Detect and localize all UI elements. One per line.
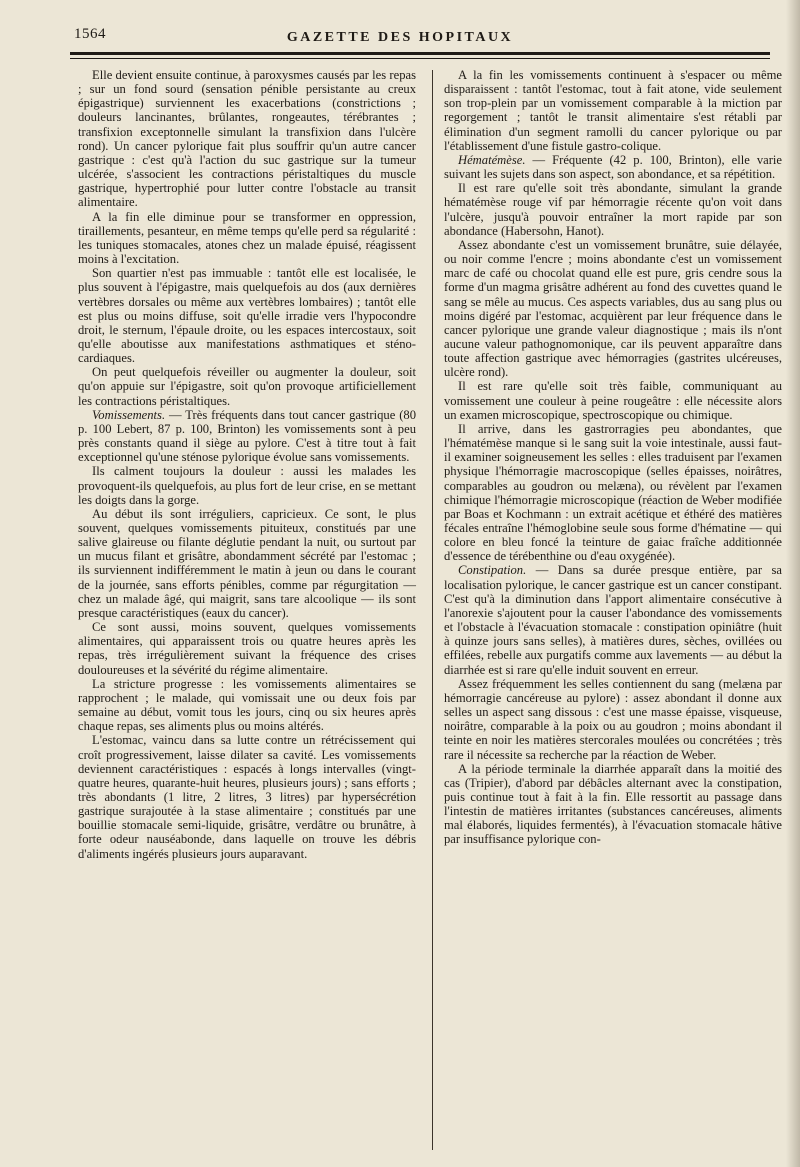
page-number: 1564 bbox=[74, 26, 106, 42]
paragraph: Il est rare qu'elle soit très abondante, simulant la grande hématémèse rouge vif par hémorragie récente qu'on voit dans l'ulcère, jusqu'à pouvoir entraîner la mort rapide par son abondance (Habersohn, Hanot). bbox=[444, 181, 782, 238]
section-lead: Constipation. bbox=[458, 563, 527, 578]
paragraph: Il est rare qu'elle soit très faible, communiquant au vomissement une couleur à peine rougeâtre : elle nécessite alors un examen microscopique, spectroscopique ou chimique. bbox=[444, 379, 782, 422]
header-rule-thin bbox=[70, 58, 770, 59]
paragraph: Vomissements. — Très fréquents dans tout cancer gastrique (80 p. 100 Lebert, 87 p. 100, Brinton) les vomissements sont à peu près constants quand il siège au pylore. C'est à titre tout à fait exceptionnel qu'une sténose pylorique évolue sans vomissements. bbox=[78, 407, 416, 465]
paragraph: La stricture progresse : les vomissements alimentaires se rapprochent ; le malade, qui vomissait une ou deux fois par semaine au début, vomit tous les jours, cinq ou six heures après chaque repas, ses aliments plus ou moins altérés. bbox=[78, 676, 416, 734]
paragraph: Ils calment toujours la douleur : aussi les malades les provoquent-ils quelquefois, au plus fort de leur crise, en se mettant les doigts dans la gorge. bbox=[78, 464, 416, 507]
paragraph: A la fin elle diminue pour se transformer en oppression, tiraillements, pesanteur, en même temps qu'elle perd sa régularité : les tuniques stomacales, atones chez un malade épuisé, réagissent moins à l'excitation. bbox=[78, 209, 416, 267]
section-lead: Hématémèse. bbox=[458, 152, 526, 167]
paragraph: L'estomac, vaincu dans sa lutte contre un rétrécissement qui croît progressivement, laisse dilater sa cavité. Les vomissements deviennent caractéristiques : espacés à longs intervalles (vingt-quatre heures, quarante-huit heures, plusieurs jours) ; sans efforts ; très abondants (1 litre, 2 litres, 3 litres) par hypersécrétion gastrique surajoutée à la stase alimentaire ; constitués par une bouillie stomacale semi-liquide, grisâtre, verdâtre ou brunâtre, à forte odeur nauséabonde, dans laquelle on trouve les débris d'aliments ingérés plusieurs jours auparavant. bbox=[78, 733, 416, 861]
paragraph: Assez fréquemment les selles contiennent du sang (melæna par hémorragie cancéreuse au pylore) : assez abondant il donne aux selles un aspect sang dissous : c'est une masse épaisse, visqueuse, noirâtre, comparable à la poix ou au goudron ; moins abondant il teinte en noir les matières stercorales moulées ou concrétées ; très rare il nécessite sa recherche par la réaction de Weber. bbox=[444, 676, 782, 762]
left-column bbox=[78, 68, 416, 861]
paragraph: Assez abondante c'est un vomissement brunâtre, suie délayée, ou noir comme l'encre ; moins abondante c'est un vomissement marc de café ou chocolat quand elle est pure, gris cendre sous la forme d'un magma grisâtre adhérent au fond des cuvettes quand le sang se mêle au mucus. Ces aspects variables, dus au sang plus ou moins digéré par l'estomac, acquièrent par leur fréquence dans le cancer pylorique une grande valeur diagnostique ; mais ils n'ont aucune valeur pathognomonique, car ils peuvent apparaître dans toute affection gastrique avec hémorragies (gastrites ulcéreuses, ulcère rond). bbox=[444, 237, 782, 380]
page-edge-shadow bbox=[786, 0, 800, 1167]
paragraph: On peut quelquefois réveiller ou augmenter la douleur, soit qu'on appuie sur l'épigastre, soit qu'on provoque artificiellement les contractions péristaltiques. bbox=[78, 365, 416, 408]
paragraph: Au début ils sont irréguliers, capricieux. Ce sont, le plus souvent, quelques vomissements pituiteux, constitués par une salive glaireuse ou filante déglutie pendant la nuit, ou surtout par un mucus filant et grisâtre, abondamment sécrété par l'estomac ; ils surviennent indifféremment le matin à jeun ou dans le courant de la journée, sans efforts pénibles, comme par régurgitation — chez un malade âgé, qui maigrit, sans tare alcoolique — ils sont presque caractéristiques (eaux du cancer). bbox=[78, 506, 416, 620]
column-divider bbox=[432, 70, 433, 1150]
section-lead: Vomissements. bbox=[92, 407, 166, 422]
paragraph: A la période terminale la diarrhée apparaît dans la moitié des cas (Tripier), d'abord par débâcles alternant avec la constipation, puis continue tout à fait à la fin. Elle ressortit au passage dans l'intestin de matières irritantes (substances cancéreuses, aliments mal élaborés, liquides fermentés), à l'évacuation stomacale hâtive par insuffisance pylorique con- bbox=[444, 761, 782, 847]
paragraph: Son quartier n'est pas immuable : tantôt elle est localisée, le plus souvent à l'épigastre, mais quelquefois au dos (aux dernières vertèbres dorsales ou même aux vertèbres lombaires) ; tantôt elle est plus ou moins diffuse, soit qu'elle irradie vers l'hypocondre droit, le sternum, l'épaule droite, ou les espaces intercostaux, soit qu'elle aboutisse aux manifestations asthmatiques et sténo-cardiaques. bbox=[78, 266, 416, 366]
journal-title: GAZETTE DES HOPITAUX bbox=[286, 30, 514, 45]
paragraph: Elle devient ensuite continue, à paroxysmes causés par les repas ; sur un fond sourd (sensation pénible persistante au creux épigastrique) surviennent les exacerbations (constrictions ; douleurs lancinantes, brûlantes, rongeautes, térébrantes ; transfixion exceptonnelle simulant la transfixion dans l'ulcère rond). Un cancer pylorique fait plus souffrir qu'un autre cancer gastrique : c'est qu'à l'action du suc gastrique sur la tumeur ulcérée, s'associent les contractions péristaltiques du muscle gastrique, hypertrophié pour lutter contre l'obstacle au transit alimentaire. bbox=[78, 68, 416, 210]
paragraph: Constipation. — Dans sa durée presque entière, par sa localisation pylorique, le cancer gastrique est un cancer constipant. C'est qu'à la diminution dans l'apport alimentaire consécutive à l'anorexie s'ajoutent pour la causer l'abondance des vomissements et l'obstacle à l'évacuation stomacale : constipation opiniâtre (huit à quinze jours sans selles), à matières dures, sèches, ovillées ou effilées, rebelle aux purgatifs comme aux lavements — au début la diarrhée est si rare qu'elle induit souvent en erreur. bbox=[444, 563, 782, 677]
paragraph: Il arrive, dans les gastrorragies peu abondantes, que l'hématémèse manque si le sang suit la voie intestinale, aussi faut-il examiner soigneusement les selles : elles traduisent par l'examen physique l'hémorragie macroscopique (selles épaisses, noirâtres, comparables au goudron ou melæna), ou révèlent par l'examen chimique l'hémorragie microscopique (réaction de Weber modifiée par Boas et Kochmann : un extrait acétique et éthéré des matières fécales entraîne l'hémoglobine seule sous forme d'hématine — qui colore en bleu foncé la teinture de gaiac fraîche additionnée d'essence de térébenthine ou d'eau oxygénée). bbox=[444, 421, 782, 564]
paragraph: Ce sont aussi, moins souvent, quelques vomissements alimentaires, qui apparaissent trois ou quatre heures après les repas, très irrégulièrement suivant la fréquence des crises douloureuses et la sévérité du régime alimentaire. bbox=[78, 620, 416, 677]
right-column bbox=[444, 68, 782, 847]
paragraph: A la fin les vomissements continuent à s'espacer ou même disparaissent : tantôt l'estomac, tout à fait atone, vide seulement son trop-plein par un vomissement comparable à la miction par regorgement ; tantôt le transit alimentaire s'est rétabli par élimination d'un segment ramolli du cancer pylorique ou par l'établissement d'une fistule gastro-colique. bbox=[444, 68, 782, 153]
paragraph: Hématémèse. — Fréquente (42 p. 100, Brinton), elle varie suivant les sujets dans son aspect, son abondance, et sa répétition. bbox=[444, 152, 782, 182]
header-rule bbox=[70, 52, 770, 55]
